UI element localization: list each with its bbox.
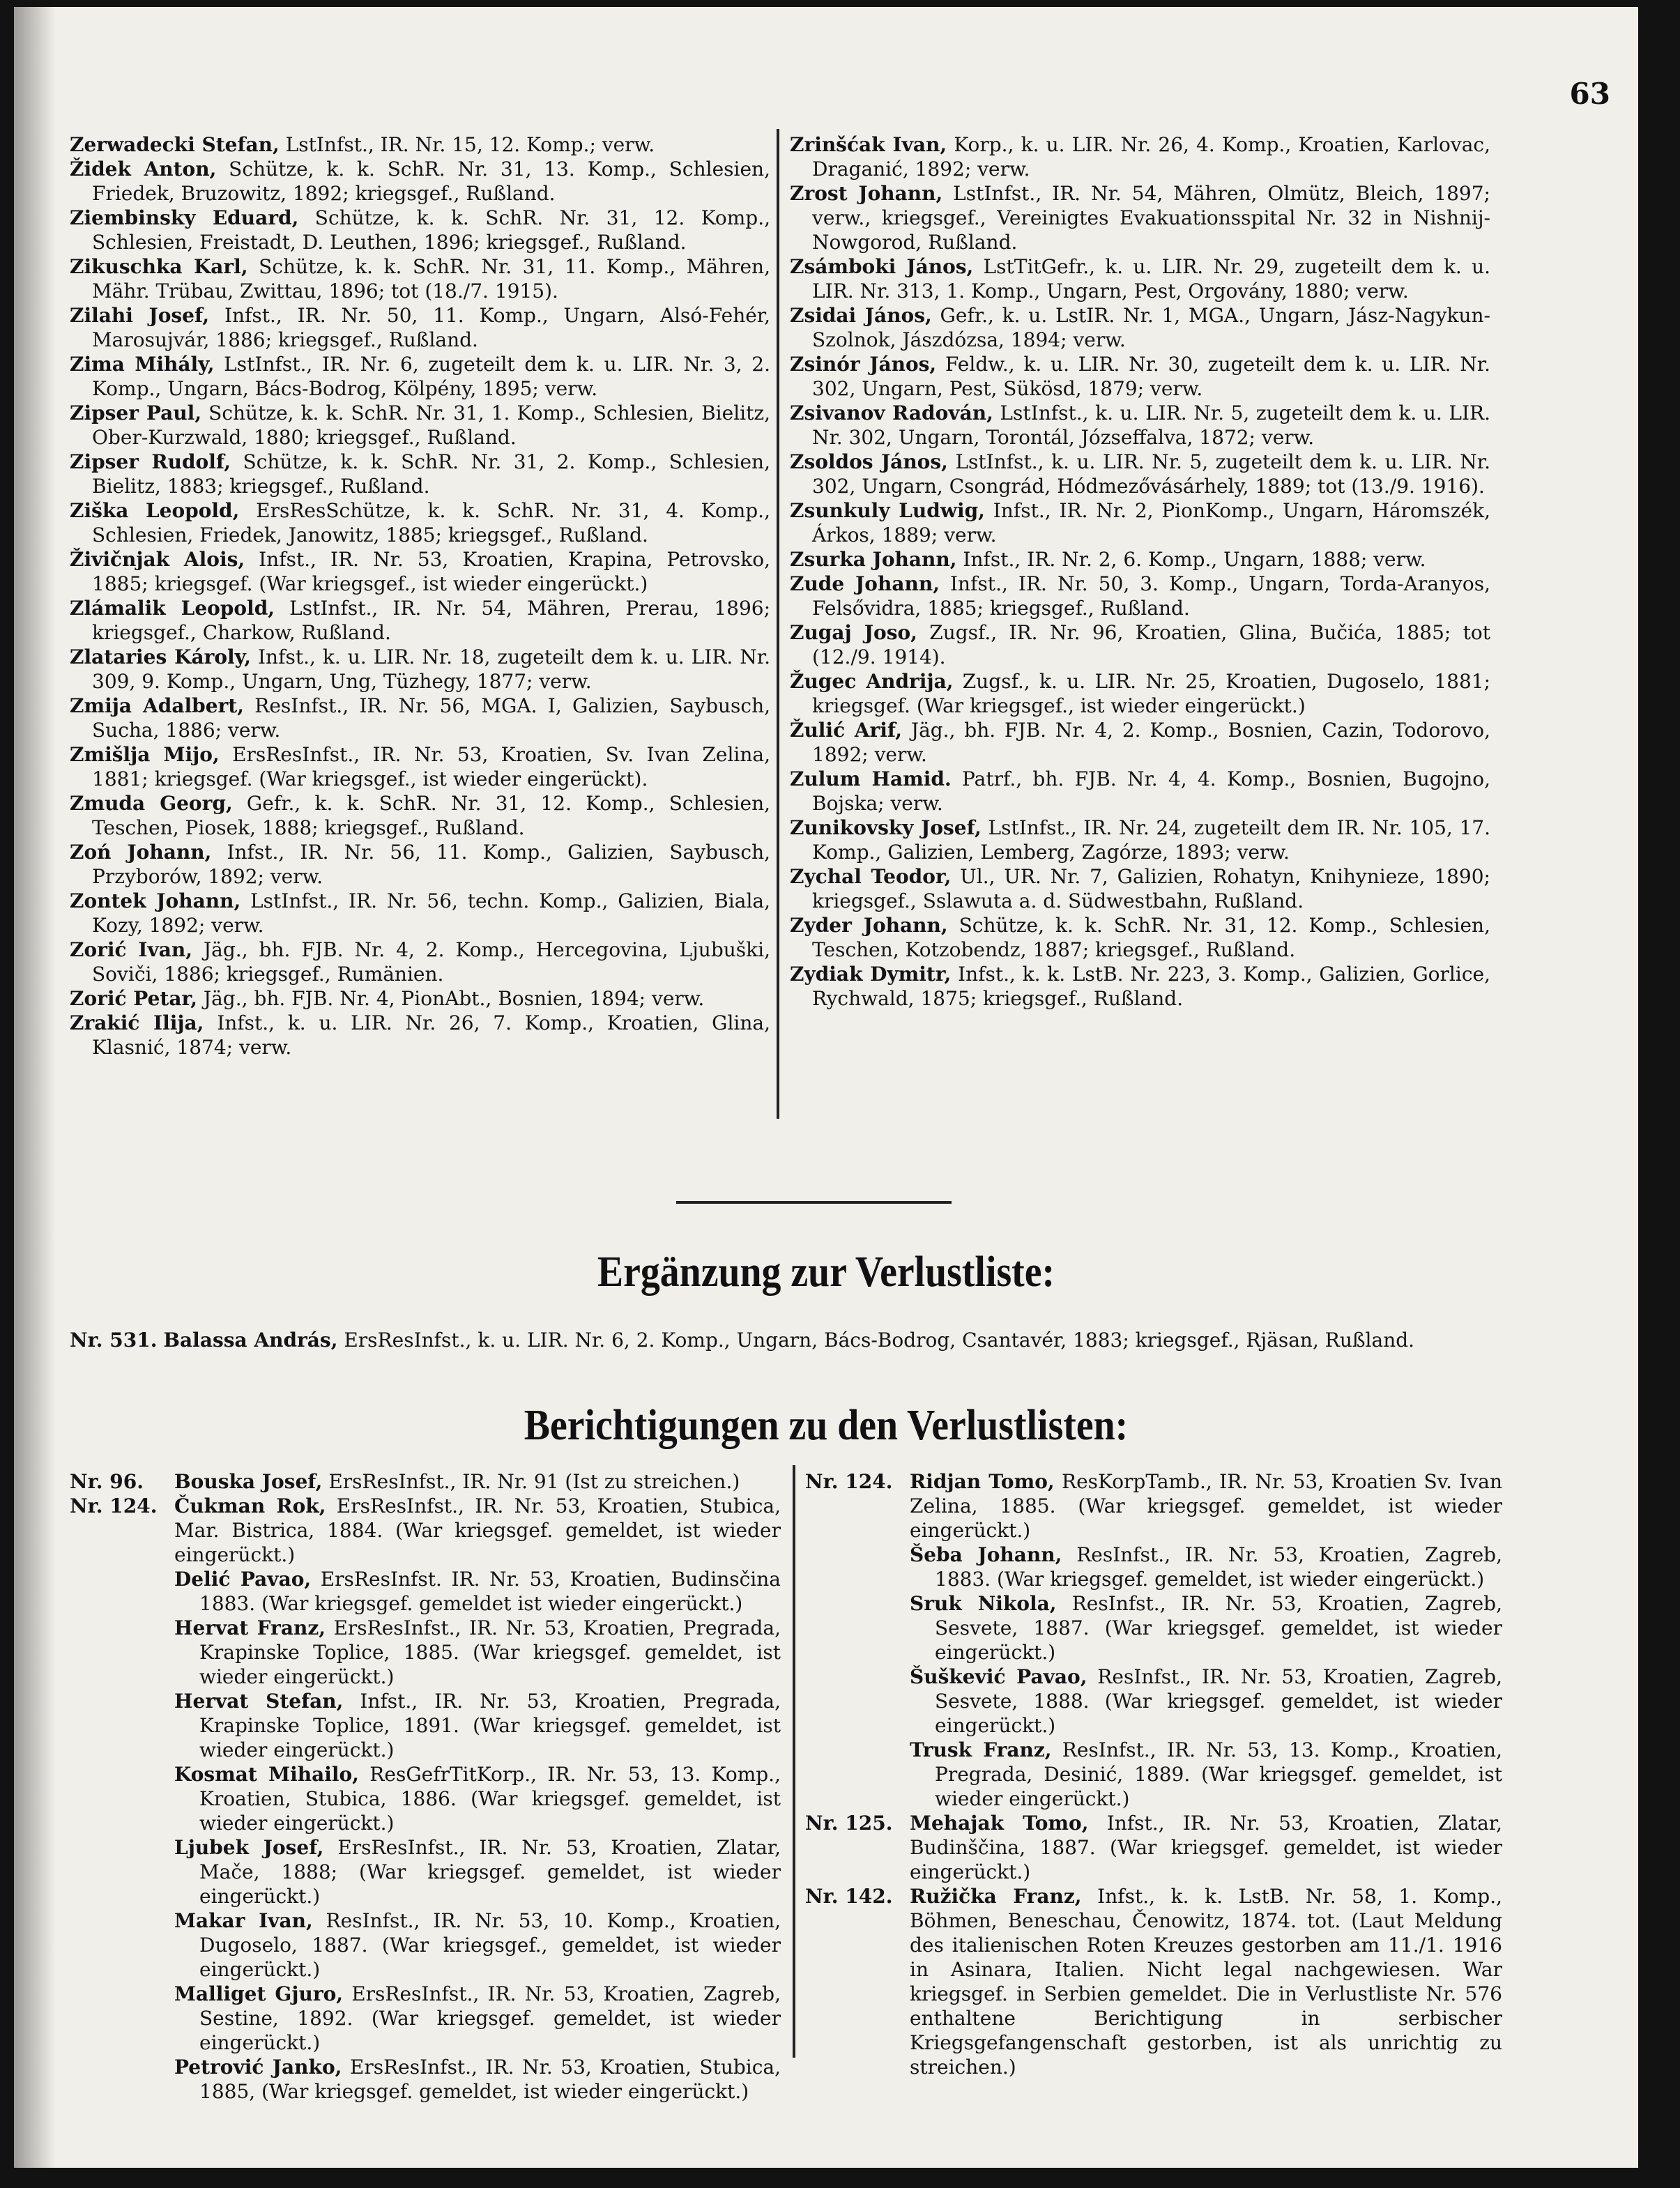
correction-list-nr: Nr. 124. [70,1494,158,1517]
casualty-entry [70,132,770,157]
entry-text: ErsResSchütze, k. k. SchR. Nr. 31, 4. Komp., Schlesien, Friedek, Janowitz, 1885; kriegsgef., Rußland. [92,499,770,546]
correction-name: Trusk Franz, [910,1738,1052,1761]
document-page [14,7,1638,2168]
correction-text: ErsResInfst. IR. Nr. 53, Kroatien, Budinsčina 1883. (War kriegsgef. gemeldet ist wieder eingerückt.) [199,1568,781,1615]
supplement-name: Balassa András, [163,1329,338,1352]
entry-name: Židek Anton, [70,158,217,181]
entry-text: Infst., k. k. LstB. Nr. 223, 3. Komp., Galizien, Gorlice, Rychwald, 1875; kriegsgef., Rußland. [812,963,1490,1010]
entry-text: ErsResInfst., IR. Nr. 53, Kroatien, Sv. Ivan Zelina, 1881; kriegsgef. (War kriegsgef., ist wieder eingerückt). [92,743,770,790]
correction-entry [805,1543,1502,1591]
casualty-entry [70,157,770,206]
casualty-entry [70,742,770,791]
entry-name: Zmuda Georg, [70,792,233,815]
entry-name: Zychal Teodor, [790,865,952,888]
supplement-text: ErsResInfst., k. u. LIR. Nr. 6, 2. Komp., Ungarn, Bács-Bodrog, Csantavér, 1883; kriegsgef., Rjäsan, Rußland. [344,1329,1415,1352]
casualty-entry [790,767,1490,816]
entry-name: Zrinšćak Ivan, [790,133,947,156]
correction-text: ResInfst., IR. Nr. 53, Kroatien, Zagreb, Sesvete, 1888. (War kriegsgef. gemeldet, ist wieder eingerückt.) [935,1665,1502,1737]
correction-entry [70,1689,781,1762]
entry-text: Schütze, k. k. SchR. Nr. 31, 12. Komp., Schlesien, Teschen, Kotzobendz, 1887; kriegsgef., Rußland. [812,914,1490,961]
casualty-entry [790,303,1490,352]
entry-text: LstInfst., IR. Nr. 24, zugeteilt dem IR. Nr. 105, 17. Komp., Galizien, Lemberg, Zagórze, 1893; verw. [812,816,1491,864]
entry-text: Zugsf., k. u. LIR. Nr. 25, Kroatien, Dugoselo, 1881; kriegsgef. (War kriegsgef., ist wieder eingerückt.) [812,670,1491,717]
casualty-entry [70,303,770,352]
correction-entry [805,1469,1502,1543]
casualty-entry [790,718,1490,767]
entry-text: Jäg., bh. FJB. Nr. 4, 2. Komp., Bosnien, Cazin, Todorovo, 1892; verw. [812,719,1490,766]
entry-text: Infst., IR. Nr. 56, 11. Komp., Galizien, Saybusch, Przyborów, 1892; verw. [92,841,771,888]
correction-text: ErsResInfst., IR. Nr. 53, Kroatien, Stubica, Mar. Bistrica, 1884. (War kriegsgef. gemeldet, ist wieder eingerückt.) [174,1494,781,1566]
correction-name: Šuškević Pavao, [910,1665,1087,1688]
entry-text: Infst., k. u. LIR. Nr. 18, zugeteilt dem k. u. LIR. Nr. 309, 9. Komp., Ungarn, Ung, Tüzhegy, 1877; verw. [92,645,770,693]
correction-entry [70,1835,781,1908]
entry-name: Ziška Leopold, [70,499,240,522]
correction-entry [70,1494,781,1567]
correction-name: Petrović Janko, [174,2056,342,2079]
correction-name: Ružička Franz, [910,1885,1082,1908]
scan-edge-shadow [14,7,56,2168]
entry-text: LstInfst., IR. Nr. 54, Mähren, Prerau, 1896; kriegsgef., Charkow, Rußland. [92,597,771,644]
correction-entry [805,1884,1502,2079]
casualty-entry [70,986,770,1011]
entry-name: Zoń Johann, [70,841,212,864]
entry-name: Zrost Johann, [790,182,943,205]
entry-text: Patrf., bh. FJB. Nr. 4, 4. Komp., Bosnien, Bugojno, Bojska; verw. [812,767,1490,815]
correction-text: ResInfst., IR. Nr. 53, Kroatien, Zagreb, 1883. (War kriegsgef. gemeldet, ist wieder eingerückt.) [935,1543,1502,1591]
correction-text: ErsResInfst., IR. Nr. 53, Kroatien, Stubica, 1885, (War kriegsgef. gemeldet, ist wieder eingerückt.) [199,2056,781,2103]
entry-name: Zlataries Károly, [70,645,251,668]
casualty-entry [790,913,1490,962]
casualty-entry [70,645,770,694]
entry-name: Zsivanov Radován, [790,401,993,424]
correction-text: Infst., k. k. LstB. Nr. 58, 1. Komp., Böhmen, Beneschau, Čenowitz, 1874. tot. (Laut Meldung des italienischen Roten Kreuzes gestorben am 11./1. 1916 in Asinara, Italien. Nicht legal nachgewiesen. War kriegsgef. in Serbien gemeldet. Die in Verlustliste Nr. 576 enthaltene Berichtigung in serbischer Kriegsgefangenschaft gestorben, ist als unrichtig zu streichen.) [910,1885,1503,2079]
entry-text: Infst., IR. Nr. 2, 6. Komp., Ungarn, 1888; verw. [963,548,1426,571]
entry-text: Schütze, k. k. SchR. Nr. 31, 2. Komp., Schlesien, Bielitz, 1883; kriegsgef., Rußland. [92,450,770,498]
correction-entry [70,1762,781,1835]
entry-text: Ul., UR. Nr. 7, Galizien, Rohatyn, Knihynieze, 1890; kriegsgef., Sslawuta a. d. Südwestbahn, Rußland. [812,865,1490,912]
entry-text: LstInfst., IR. Nr. 6, zugeteilt dem k. u. LIR. Nr. 3, 2. Komp., Ungarn, Bács-Bodrog, Kölpény, 1895; verw. [92,353,771,400]
casualty-entry [70,547,770,596]
entry-name: Zikuschka Karl, [70,255,248,278]
casualty-entry [790,816,1490,864]
entry-text: LstInfst., IR. Nr. 15, 12. Komp.; verw. [285,133,655,156]
entry-name: Zipser Rudolf, [70,450,231,473]
correction-entry [805,1811,1502,1884]
entry-name: Žulić Arif, [790,719,903,742]
entry-text: ResInfst., IR. Nr. 56, MGA. I, Galizien, Saybusch, Sucha, 1886; verw. [92,694,771,742]
correction-entry [70,1469,781,1494]
casualty-entry [70,450,770,498]
casualty-entry [790,181,1490,254]
supplement-nr: Nr. 531. [70,1329,158,1352]
casualty-entry [70,840,770,889]
correction-text: Infst., IR. Nr. 53, Kroatien, Pregrada, Krapinske Toplice, 1891. (War kriegsgef. gemeldet, ist wieder eingerückt.) [199,1690,781,1761]
entry-text: Schütze, k. k. SchR. Nr. 31, 11. Komp., Mähren, Mähr. Trübau, Zwittau, 1896; tot (18./7. 1915). [92,255,770,303]
supplement-entry [70,1328,1492,1353]
correction-text: ResKorpTamb., IR. Nr. 53, Kroatien Sv. Ivan Zelina, 1885. (War kriegsgef. gemeldet, ist wieder eingerückt.) [910,1470,1502,1542]
entry-name: Zydiak Dymitr, [790,963,952,986]
entry-name: Ziembinsky Eduard, [70,206,299,229]
entry-text: Gefr., k. u. LstIR. Nr. 1, MGA., Ungarn, Jász-Nagykun-Szolnok, Jászdózsa, 1894; verw. [812,304,1491,351]
correction-name: Sruk Nikola, [910,1592,1057,1615]
entry-text: Zugsf., IR. Nr. 96, Kroatien, Glina, Bučića, 1885; tot (12./9. 1914). [812,621,1490,668]
entry-name: Zipser Paul, [70,401,202,424]
casualty-entry [70,938,770,986]
correction-name: Kosmat Mihailo, [174,1763,359,1786]
casualty-entry [70,889,770,938]
entry-text: Jäg., bh. FJB. Nr. 4, 2. Komp., Hercegovina, Ljubuški, Soviči, 1886; kriegsgef., Rumänien. [92,938,770,986]
correction-name: Šeba Johann, [910,1543,1062,1566]
entry-name: Zsunkuly Ludwig, [790,499,985,522]
entry-text: Gefr., k. k. SchR. Nr. 31, 12. Komp., Schlesien, Teschen, Piosek, 1888; kriegsgef., Rußland. [92,792,771,839]
correction-entry [70,1567,781,1616]
entry-name: Zima Mihály, [70,353,215,376]
correction-text: ErsResInfst., IR. Nr. 53, Kroatien, Zlatar, Mače, 1888; (War kriegsgef. gemeldet, ist wieder eingerückt.) [199,1836,781,1908]
corrections-column-right [805,1469,1502,2079]
entry-name: Zontek Johann, [70,889,241,912]
entry-text: Infst., IR. Nr. 53, Kroatien, Krapina, Petrovsko, 1885; kriegsgef. (War kriegsgef., ist wieder eingerückt.) [92,548,770,595]
correction-text: ResInfst., IR. Nr. 53, 13. Komp., Kroatien, Pregrada, Desinić, 1889. (War kriegsgef. gemeldet, ist wieder eingerückt.) [935,1738,1502,1810]
entry-text: Infst., k. u. LIR. Nr. 26, 7. Komp., Kroatien, Glina, Klasnić, 1874; verw. [92,1011,771,1059]
entry-text: Feldw., k. u. LIR. Nr. 30, zugeteilt dem k. u. LIR. Nr. 302, Ungarn, Pest, Sükösd, 1879; verw. [812,353,1491,400]
casualty-entry [70,498,770,547]
correction-entry [805,1591,1502,1665]
corrections-column-left [70,1469,781,2104]
correction-name: Ridjan Tomo, [910,1470,1055,1493]
correction-name: Delić Pavao, [174,1568,312,1591]
entry-name: Zlámalik Leopold, [70,597,275,620]
casualty-entry [790,572,1490,620]
entry-name: Zsámboki János, [790,255,974,278]
casualty-entry [790,962,1490,1011]
correction-list-nr: Nr. 142. [805,1885,893,1908]
correction-list-nr: Nr. 124. [805,1470,893,1493]
casualty-entry [70,694,770,742]
entry-name: Zsoldos János, [790,450,948,473]
casualty-entry [790,254,1490,303]
casualty-entry [790,401,1490,450]
casualty-column-right [790,132,1490,1011]
entry-text: Jäg., bh. FJB. Nr. 4, PionAbt., Bosnien, 1894; verw. [203,987,705,1010]
correction-name: Čukman Rok, [174,1494,326,1517]
correction-name: Bouska Josef, [174,1470,323,1493]
correction-text: Infst., IR. Nr. 53, Kroatien, Zlatar, Budinščina, 1887. (War kriegsgef. gemeldet, ist wieder eingerückt.) [910,1812,1502,1883]
entry-name: Zsinór János, [790,353,937,376]
casualty-entry [70,1011,770,1059]
correction-text: ErsResInfst., IR. Nr. 53, Kroatien, Zagreb, Sestine, 1892. (War kriegsgef. gemeldet, ist wieder eingerückt.) [199,1982,781,2054]
correction-name: Makar Ivan, [174,1909,313,1932]
correction-text: ErsResInfst., IR. Nr. 91 (Ist zu streichen.) [328,1470,740,1493]
entry-text: Schütze, k. k. SchR. Nr. 31, 13. Komp., Schlesien, Friedek, Bruzowitz, 1892; kriegsgef., Rußland. [92,158,770,205]
entry-text: Schütze, k. k. SchR. Nr. 31, 1. Komp., Schlesien, Bielitz, Ober-Kurzwald, 1880; kriegsgef., Rußland. [92,401,771,449]
entry-text: LstTitGefr., k. u. LIR. Nr. 29, zugeteilt dem k. u. LIR. Nr. 313, 1. Komp., Ungarn, Pest, Orgovány, 1880; verw. [812,255,1490,303]
correction-entry [70,2055,781,2104]
correction-entry [70,1982,781,2055]
correction-name: Hervat Stefan, [174,1690,344,1713]
casualty-entry [70,254,770,303]
entry-text: LstInfst., IR. Nr. 56, techn. Komp., Galizien, Biala, Kozy, 1892; verw. [92,889,770,937]
entry-name: Zyder Johann, [790,914,948,937]
correction-name: Malliget Gjuro, [174,1982,343,2005]
correction-list-nr: Nr. 125. [805,1812,893,1835]
entry-name: Zugaj Joso, [790,621,917,644]
entry-text: LstInfst., k. u. LIR. Nr. 5, zugeteilt dem k. u. LIR. Nr. 302, Ungarn, Torontál, Józseffalva, 1872; verw. [812,401,1490,449]
correction-text: ResGefrTitKorp., IR. Nr. 53, 13. Komp., Kroatien, Stubica, 1886. (War kriegsgef. gemeldet, ist wieder eingerückt.) [199,1763,781,1835]
casualty-entry [70,791,770,840]
entry-text: Infst., IR. Nr. 50, 11. Komp., Ungarn, Alsó-Fehér, Marosujvár, 1886; kriegsgef., Rußland. [92,304,771,351]
entry-name: Žugec Andrija, [790,670,954,693]
casualty-entry [790,450,1490,498]
entry-name: Zorić Petar, [70,987,197,1010]
entry-text: LstInfst., IR. Nr. 54, Mähren, Olmütz, Bleich, 1897; verw., kriegsgef., Vereinigtes Evakuationsspital Nr. 32 in Nishnij-Nowgorod, Rußland. [812,182,1490,254]
entry-text: Schütze, k. k. SchR. Nr. 31, 12. Komp., Schlesien, Freistadt, D. Leuthen, 1896; kriegsgef., Rußland. [92,206,770,254]
entry-name: Zulum Hamid. [790,767,952,790]
casualty-entry [790,669,1490,718]
casualty-entry [790,547,1490,572]
entry-name: Zmija Adalbert, [70,694,244,717]
correction-text: ResInfst., IR. Nr. 53, Kroatien, Zagreb, Sesvete, 1887. (War kriegsgef. gemeldet, ist wieder eingerückt.) [935,1592,1502,1664]
casualty-entry [70,596,770,645]
entry-name: Zsidai János, [790,304,932,327]
correction-entry [805,1665,1502,1738]
casualty-entry [790,498,1490,547]
casualty-entry [70,401,770,450]
correction-list-nr: Nr. 96. [70,1470,144,1493]
casualty-entry [70,352,770,401]
entry-name: Zilahi Josef, [70,304,210,327]
correction-name: Mehajak Tomo, [910,1812,1089,1835]
page-number: 63 [1569,77,1610,111]
entry-name: Zsurka Johann, [790,548,957,571]
entry-text: Infst., IR. Nr. 50, 3. Komp., Ungarn, Torda-Aranyos, Felsővidra, 1885; kriegsgef., Rußland. [812,572,1490,620]
entry-name: Zrakić Ilija, [70,1011,204,1034]
entry-name: Zunikovsky Josef, [790,816,982,839]
supplement-heading: Ergänzung zur Verlustliste: [597,1248,1055,1296]
correction-text: ErsResInfst., IR. Nr. 53, Kroatien, Pregrada, Krapinske Toplice, 1885. (War kriegsgef. gemeldet, ist wieder eingerückt.) [199,1616,781,1688]
entry-text: Korp., k. u. LIR. Nr. 26, 4. Komp., Kroatien, Karlovac, Draganić, 1892; verw. [812,133,1490,181]
correction-entry [805,1738,1502,1811]
entry-name: Zorić Ivan, [70,938,192,961]
correction-entry [70,1908,781,1982]
casualty-entry [790,352,1490,401]
casualty-entry [790,132,1490,181]
column-divider [777,129,779,1119]
casualty-entry [790,620,1490,669]
casualty-column-left [70,132,770,1059]
corrections-heading: Berichtigungen zu den Verlustlisten: [524,1402,1129,1449]
entry-text: Infst., IR. Nr. 2, PionKomp., Ungarn, Háromszék, Árkos, 1889; verw. [812,499,1490,546]
entry-name: Živičnjak Alois, [70,548,245,571]
entry-name: Zerwadecki Stefan, [70,133,280,156]
entry-text: LstInfst., k. u. LIR. Nr. 5, zugeteilt dem k. u. LIR. Nr. 302, Ungarn, Csongrád, Hódmezővásárhely, 1889; tot (13./9. 1916). [812,450,1490,498]
correction-text: ResInfst., IR. Nr. 53, 10. Komp., Kroatien, Dugoselo, 1887. (War kriegsgef., gemeldet, ist wieder eingerückt.) [199,1909,781,1981]
correction-name: Ljubek Josef, [174,1836,324,1859]
corrections-divider [793,1465,795,2058]
casualty-entry [790,864,1490,913]
casualty-entry [70,206,770,254]
correction-entry [70,1616,781,1689]
correction-name: Hervat Franz, [174,1616,326,1639]
entry-name: Zude Johann, [790,572,940,595]
section-rule [676,1201,952,1204]
entry-name: Zmišlja Mijo, [70,743,220,766]
